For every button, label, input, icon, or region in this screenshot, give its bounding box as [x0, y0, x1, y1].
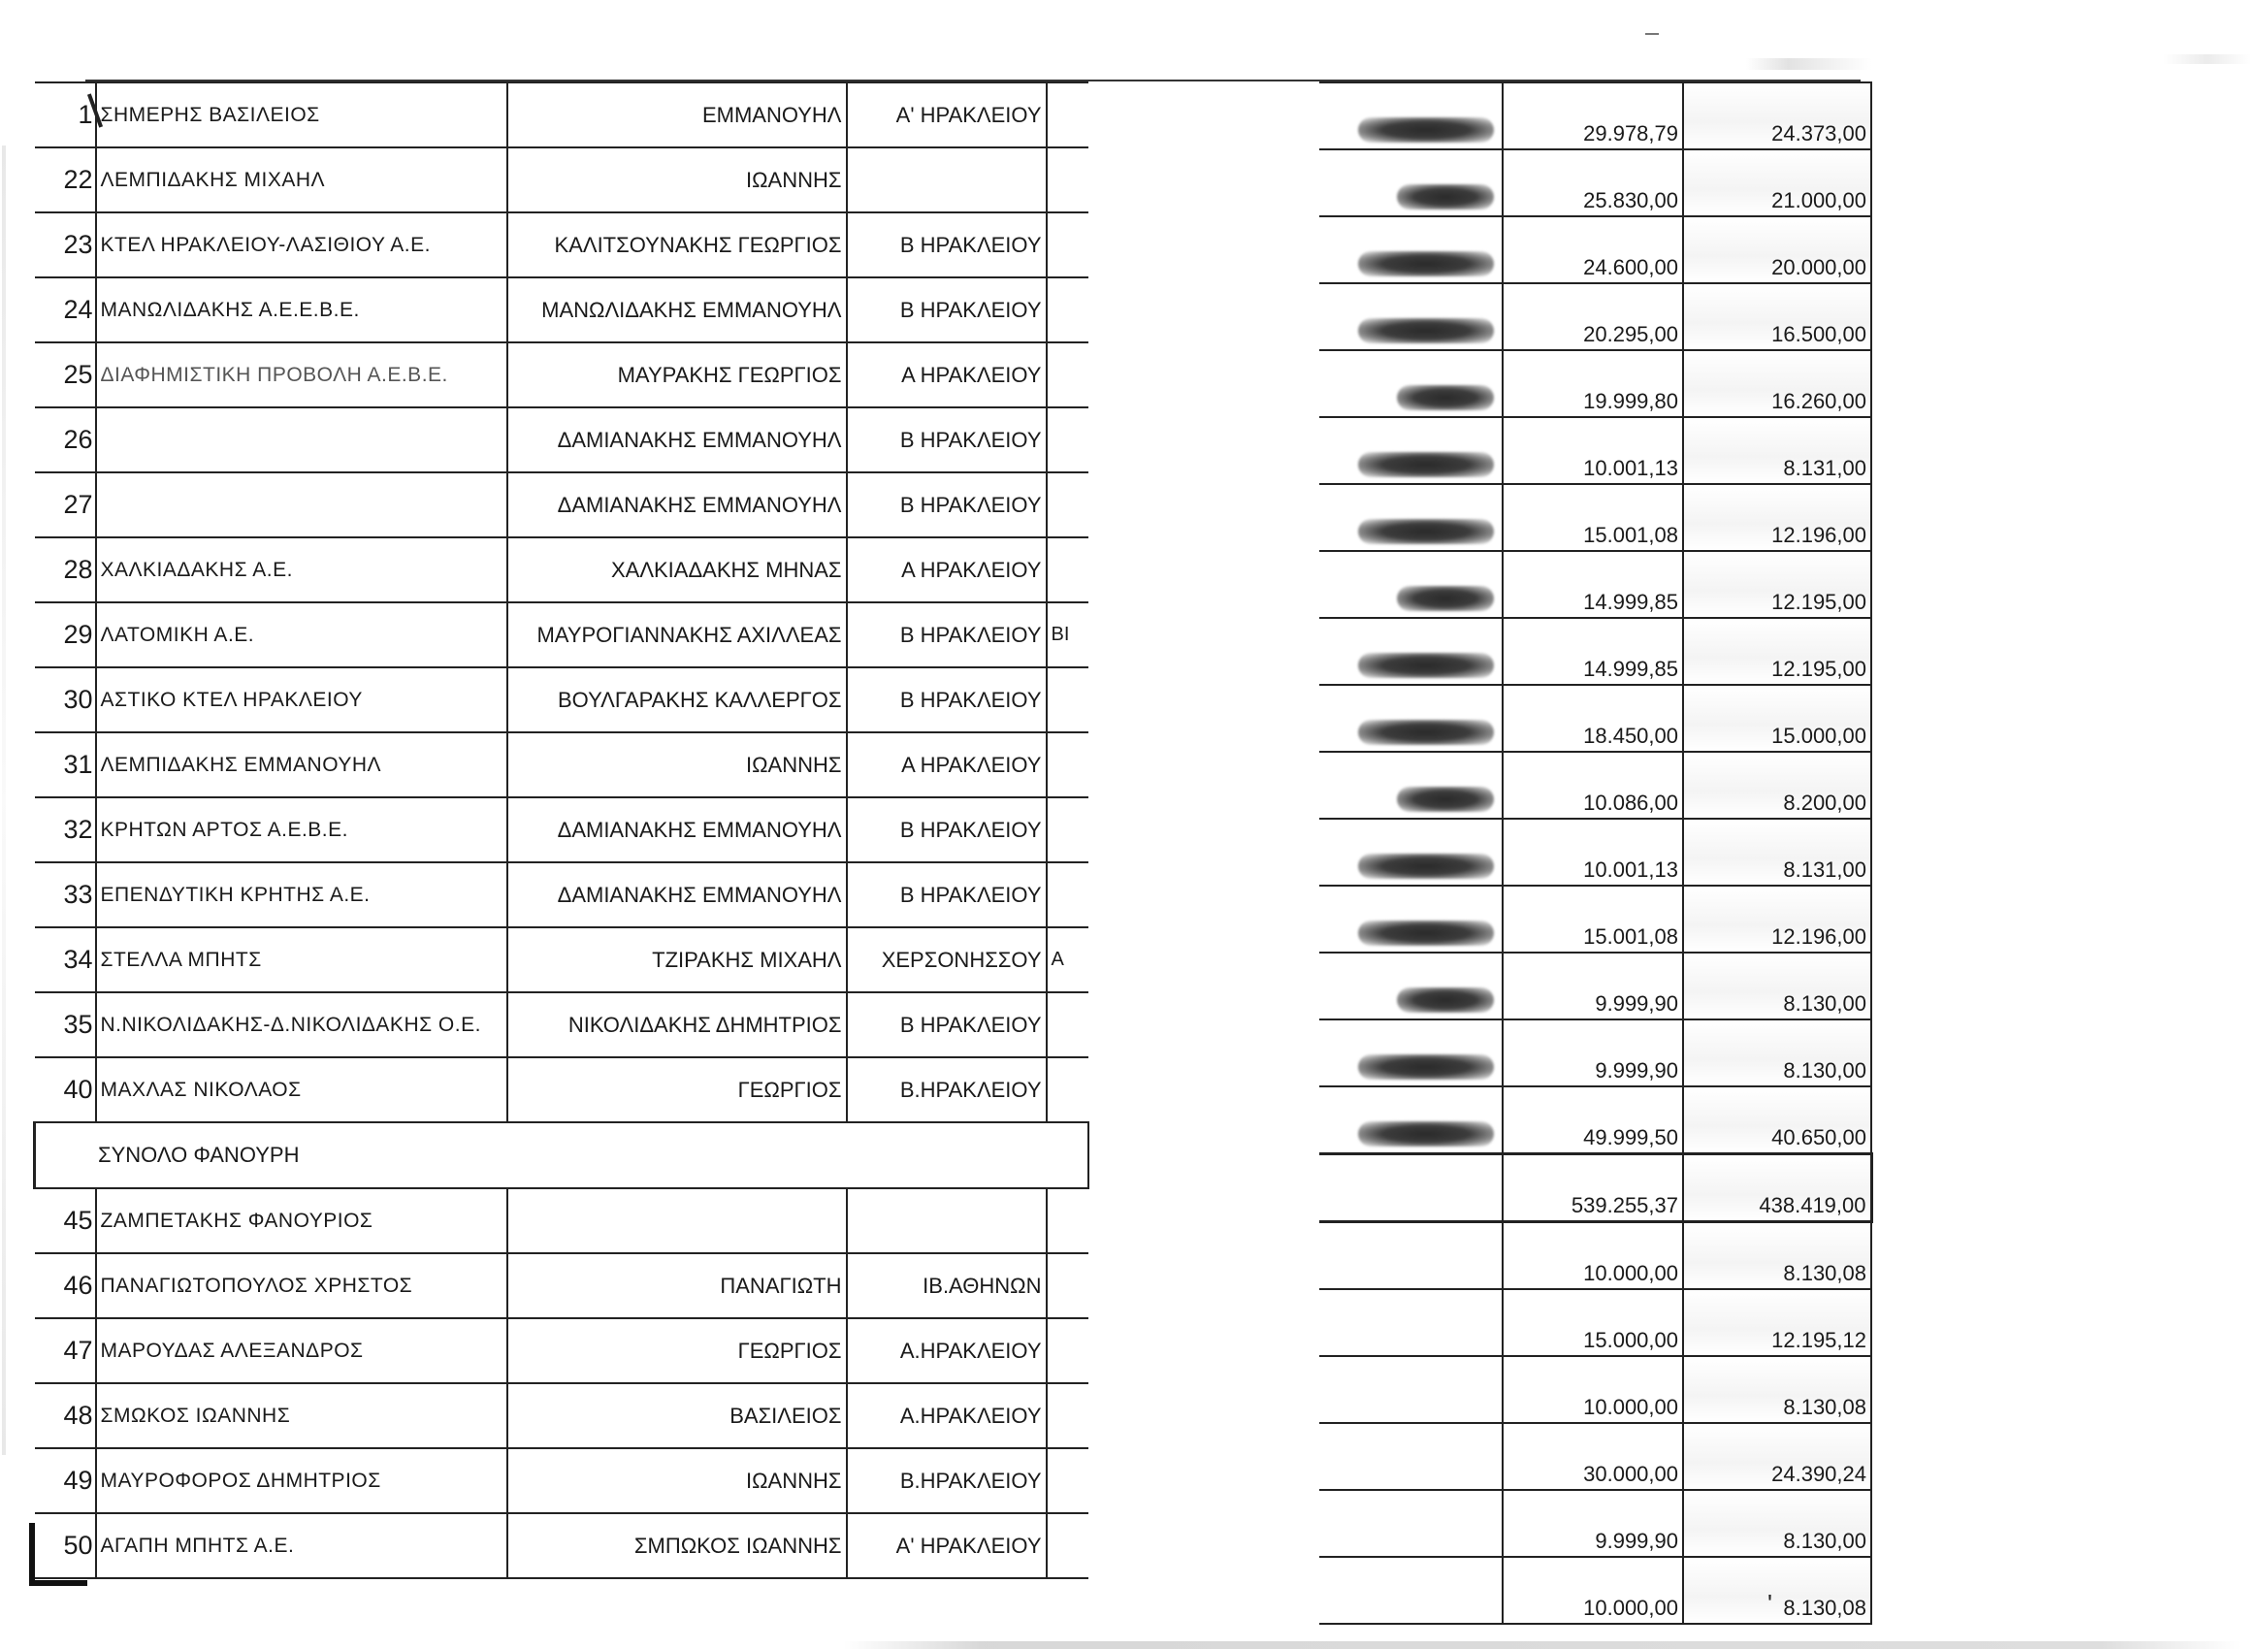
total-gross-amount: 539.255,37 [1503, 1154, 1683, 1222]
redacted-cell [1319, 484, 1503, 551]
beneficiary-name: ΛΕΜΠΙΔΑΚΗΣ ΕΜΜΑΝΟΥΗΛ [96, 732, 507, 797]
row-number: 47 [35, 1318, 96, 1383]
row-extra-cell [1047, 797, 1088, 862]
gross-amount: 10.000,00 [1503, 1557, 1683, 1624]
redacted-cell [1319, 618, 1503, 685]
beneficiary-name: ΠΑΝΑΓΙΩΤΟΠΟΥΛΟΣ ΧΡΗΣΤΟΣ [96, 1253, 507, 1318]
redacted-cell [1319, 551, 1503, 618]
row-extra-cell [1047, 537, 1088, 602]
scan-edge [844, 1641, 2241, 1649]
father-or-representative: ΔΑΜΙΑΝΑΚΗΣ ΕΜΜΑΝΟΥΗΛ [507, 472, 847, 537]
row-number: 46 [35, 1253, 96, 1318]
redacted-cell [1319, 1289, 1503, 1356]
table-row [1319, 82, 1871, 149]
redacted-cell [1319, 283, 1503, 350]
tax-office: Β ΗΡΑΚΛΕΙΟΥ [847, 407, 1047, 472]
table-row [35, 147, 1088, 212]
father-or-representative: ΔΑΜΙΑΝΑΚΗΣ ΕΜΜΑΝΟΥΗΛ [507, 797, 847, 862]
row-number: 40 [35, 1057, 96, 1122]
total-row [35, 1122, 1088, 1188]
tax-office: Α ΗΡΑΚΛΕΙΟΥ [847, 342, 1047, 407]
net-amount: 24.390,24 [1683, 1423, 1871, 1490]
table-row [35, 212, 1088, 277]
net-amount: 12.196,00 [1683, 484, 1871, 551]
payments-table-left [33, 81, 1089, 1579]
gross-amount: 24.600,00 [1503, 216, 1683, 283]
tax-office: Α' ΗΡΑΚΛΕΙΟΥ [847, 1513, 1047, 1578]
gross-amount: 9.999,90 [1503, 953, 1683, 1019]
redacted-cell [1319, 752, 1503, 819]
father-or-representative: ΔΑΜΙΑΝΑΚΗΣ ΕΜΜΑΝΟΥΗΛ [507, 862, 847, 927]
redaction-blob [1358, 251, 1494, 276]
gross-amount: 10.086,00 [1503, 752, 1683, 819]
table-row [1319, 752, 1871, 819]
table-row [35, 537, 1088, 602]
row-number: 31 [35, 732, 96, 797]
row-number: 26 [35, 407, 96, 472]
total-net-amount: 438.419,00 [1683, 1154, 1871, 1222]
redaction-blob [1397, 787, 1494, 812]
net-amount: 40.650,00 [1683, 1086, 1871, 1154]
redacted-cell [1319, 1222, 1503, 1290]
father-or-representative: ΙΩΑΝΝΗΣ [507, 732, 847, 797]
gross-amount: 9.999,90 [1503, 1019, 1683, 1086]
row-extra-cell [1047, 1513, 1088, 1578]
net-amount: 8.130,00 [1683, 953, 1871, 1019]
beneficiary-name: ΜΑΥΡΟΦΟΡΟΣ ΔΗΜΗΤΡΙΟΣ [96, 1448, 507, 1513]
father-or-representative: ΒΑΣΙΛΕΙΟΣ [507, 1383, 847, 1448]
redaction-blob [1397, 385, 1494, 410]
tax-office: Β ΗΡΑΚΛΕΙΟΥ [847, 992, 1047, 1057]
table-row [1319, 618, 1871, 685]
redacted-cell [1319, 819, 1503, 886]
row-number: 25 [35, 342, 96, 407]
table-row [1319, 417, 1871, 484]
gross-amount: 15.001,08 [1503, 484, 1683, 551]
row-extra-cell [1047, 667, 1088, 732]
father-or-representative: ΣΜΠΩΚΟΣ ΙΩΑΝΝΗΣ [507, 1513, 847, 1578]
row-number: 27 [35, 472, 96, 537]
father-or-representative: ΚΑΛΙΤΣΟΥΝΑΚΗΣ ΓΕΩΡΓΙΟΣ [507, 212, 847, 277]
row-number: 48 [35, 1383, 96, 1448]
redaction-blob [1358, 854, 1494, 879]
father-or-representative [507, 1188, 847, 1253]
row-extra-cell [1047, 862, 1088, 927]
net-amount: 20.000,00 [1683, 216, 1871, 283]
redacted-cell [1319, 417, 1503, 484]
father-or-representative: ΠΑΝΑΓΙΩΤΗ [507, 1253, 847, 1318]
tax-office: Α ΗΡΑΚΛΕΙΟΥ [847, 537, 1047, 602]
redacted-cell [1319, 1019, 1503, 1086]
beneficiary-name [96, 472, 507, 537]
table-row [1319, 1557, 1871, 1624]
row-number: 33 [35, 862, 96, 927]
table-row [35, 407, 1088, 472]
redaction-blob [1358, 1054, 1494, 1080]
redacted-cell [1319, 350, 1503, 417]
tax-office: Α' ΗΡΑΚΛΕΙΟΥ [847, 82, 1047, 147]
beneficiary-name: ΖΑΜΠΕΤΑΚΗΣ ΦΑΝΟΥΡΙΟΣ [96, 1188, 507, 1253]
net-amount: 8.131,00 [1683, 417, 1871, 484]
net-amount: 12.196,00 [1683, 886, 1871, 953]
table-row [1319, 1356, 1871, 1423]
net-amount: 16.260,00 [1683, 350, 1871, 417]
row-number: 35 [35, 992, 96, 1057]
redaction-blob [1397, 586, 1494, 611]
row-extra-cell [1047, 1318, 1088, 1383]
redaction-blob [1358, 117, 1494, 143]
beneficiary-name: ΑΓΑΠΗ ΜΠΗΤΣ Α.Ε. [96, 1513, 507, 1578]
net-amount: 12.195,00 [1683, 551, 1871, 618]
table-row [1319, 1019, 1871, 1086]
net-amount: 16.500,00 [1683, 283, 1871, 350]
redacted-cell [1319, 953, 1503, 1019]
table-row [35, 732, 1088, 797]
page-corner-bracket [29, 1523, 35, 1586]
redaction-blob [1358, 720, 1494, 745]
row-extra-cell [1047, 407, 1088, 472]
net-amount: 12.195,00 [1683, 618, 1871, 685]
scan-edge [2, 146, 6, 1455]
net-amount: 8.130,00 [1683, 1490, 1871, 1557]
net-amount: 15.000,00 [1683, 685, 1871, 752]
row-extra-cell [1047, 147, 1088, 212]
gross-amount: 18.450,00 [1503, 685, 1683, 752]
beneficiary-name: ΚΡΗΤΩΝ ΑΡΤΟΣ Α.Ε.Β.Ε. [96, 797, 507, 862]
father-or-representative: ΓΕΩΡΓΙΟΣ [507, 1318, 847, 1383]
table-row [1319, 350, 1871, 417]
row-extra-cell [1047, 1253, 1088, 1318]
redacted-cell [1319, 1356, 1503, 1423]
father-or-representative: ΜΑΥΡΟΓΙΑΝΝΑΚΗΣ ΑΧΙΛΛΕΑΣ [507, 602, 847, 667]
net-amount: 12.195,12 [1683, 1289, 1871, 1356]
table-row [1319, 886, 1871, 953]
row-number: 32 [35, 797, 96, 862]
scan-shadow [2163, 54, 2251, 64]
row-number: 29 [35, 602, 96, 667]
father-or-representative: ΒΟΥΛΓΑΡΑΚΗΣ ΚΑΛΛΕΡΓΟΣ [507, 667, 847, 732]
table-row [1319, 1086, 1871, 1154]
payments-table-right [1319, 81, 1873, 1625]
table-row [35, 667, 1088, 732]
father-or-representative: ΔΑΜΙΑΝΑΚΗΣ ΕΜΜΑΝΟΥΗΛ [507, 407, 847, 472]
tax-office: Α.ΗΡΑΚΛΕΙΟΥ [847, 1383, 1047, 1448]
table-row [1319, 216, 1871, 283]
father-or-representative: ΝΙΚΟΛΙΔΑΚΗΣ ΔΗΜΗΤΡΙΟΣ [507, 992, 847, 1057]
table-row [35, 1318, 1088, 1383]
net-amount: 8.130,08 [1683, 1557, 1871, 1624]
gross-amount: 49.999,50 [1503, 1086, 1683, 1154]
beneficiary-name: ΣΜΩΚΟΣ ΙΩΑΝΝΗΣ [96, 1383, 507, 1448]
tax-office: Β.ΗΡΑΚΛΕΙΟΥ [847, 1448, 1047, 1513]
gross-amount: 19.999,80 [1503, 350, 1683, 417]
table-row [35, 472, 1088, 537]
table-row [1319, 953, 1871, 1019]
row-extra-cell [1047, 342, 1088, 407]
table-row [1319, 1490, 1871, 1557]
row-number: 23 [35, 212, 96, 277]
row-extra-cell [1047, 82, 1088, 147]
row-extra-cell: ΒΙ [1047, 602, 1088, 667]
tax-office: ΙΒ.ΑΘΗΝΩΝ [847, 1253, 1047, 1318]
table-row [35, 1057, 1088, 1122]
tax-office [847, 1188, 1047, 1253]
table-row [1319, 1289, 1871, 1356]
total-label: ΣΥΝΟΛΟ ΦΑΝΟΥΡΗ [35, 1122, 1088, 1188]
total-row [1319, 1154, 1871, 1222]
table-row [35, 1513, 1088, 1578]
redaction-blob [1397, 184, 1494, 210]
net-amount: 8.131,00 [1683, 819, 1871, 886]
redacted-cell [1319, 685, 1503, 752]
row-extra-cell [1047, 472, 1088, 537]
tax-office: Β ΗΡΑΚΛΕΙΟΥ [847, 602, 1047, 667]
redacted-cell [1319, 216, 1503, 283]
redacted-cell [1319, 1490, 1503, 1557]
gross-amount: 14.999,85 [1503, 618, 1683, 685]
table-row [35, 862, 1088, 927]
beneficiary-name: ΑΣΤΙΚΟ ΚΤΕΛ ΗΡΑΚΛΕΙΟΥ [96, 667, 507, 732]
father-or-representative: ΜΑΥΡΑΚΗΣ ΓΕΩΡΓΙΟΣ [507, 342, 847, 407]
beneficiary-name: ΧΑΛΚΙΑΔΑΚΗΣ Α.Ε. [96, 537, 507, 602]
net-amount: 8.130,08 [1683, 1222, 1871, 1290]
redaction-blob [1358, 519, 1494, 544]
row-extra-cell [1047, 992, 1088, 1057]
table-row [1319, 685, 1871, 752]
redacted-cell [1319, 1154, 1503, 1222]
redaction-blob [1358, 452, 1494, 477]
gross-amount: 20.295,00 [1503, 283, 1683, 350]
net-amount: 8.200,00 [1683, 752, 1871, 819]
row-extra-cell: Α [1047, 927, 1088, 992]
gross-amount: 10.000,00 [1503, 1356, 1683, 1423]
table-row [35, 602, 1088, 667]
table-row [1319, 149, 1871, 216]
tax-office: Β ΗΡΑΚΛΕΙΟΥ [847, 277, 1047, 342]
row-extra-cell [1047, 1057, 1088, 1122]
redaction-blob [1397, 987, 1494, 1013]
gross-amount: 10.001,13 [1503, 819, 1683, 886]
row-extra-cell [1047, 277, 1088, 342]
table-row [1319, 1222, 1871, 1290]
beneficiary-name: ΚΤΕΛ ΗΡΑΚΛΕΙΟΥ-ΛΑΣΙΘΙΟΥ Α.Ε. [96, 212, 507, 277]
father-or-representative: ΕΜΜΑΝΟΥΗΛ [507, 82, 847, 147]
row-number: 28 [35, 537, 96, 602]
table-row [35, 1188, 1088, 1253]
row-number: 49 [35, 1448, 96, 1513]
redacted-cell [1319, 1086, 1503, 1154]
father-or-representative: ΧΑΛΚΙΑΔΑΚΗΣ ΜΗΝΑΣ [507, 537, 847, 602]
tax-office: Β ΗΡΑΚΛΕΙΟΥ [847, 472, 1047, 537]
redaction-blob [1358, 1121, 1494, 1147]
net-amount: 8.130,00 [1683, 1019, 1871, 1086]
tax-office: Β ΗΡΑΚΛΕΙΟΥ [847, 797, 1047, 862]
redaction-blob [1358, 921, 1494, 946]
redacted-cell [1319, 82, 1503, 149]
gross-amount: 10.001,13 [1503, 417, 1683, 484]
tax-office: Β.ΗΡΑΚΛΕΙΟΥ [847, 1057, 1047, 1122]
table-row [35, 82, 1088, 147]
row-number: 24 [35, 277, 96, 342]
redaction-blob [1358, 653, 1494, 678]
redacted-cell [1319, 886, 1503, 953]
table-row [35, 927, 1088, 992]
stray-mark [1645, 33, 1659, 35]
row-extra-cell [1047, 212, 1088, 277]
row-extra-cell [1047, 1188, 1088, 1253]
row-number: 30 [35, 667, 96, 732]
table-row [35, 1253, 1088, 1318]
gross-amount: 10.000,00 [1503, 1222, 1683, 1290]
table-row [1319, 819, 1871, 886]
row-extra-cell [1047, 1448, 1088, 1513]
beneficiary-name: Ν.ΝΙΚΟΛΙΔΑΚΗΣ-Δ.ΝΙΚΟΛΙΔΑΚΗΣ Ο.Ε. [96, 992, 507, 1057]
beneficiary-name: ΕΠΕΝΔΥΤΙΚΗ ΚΡΗΤΗΣ Α.Ε. [96, 862, 507, 927]
beneficiary-name [96, 407, 507, 472]
redacted-cell [1319, 1423, 1503, 1490]
table-row [35, 1448, 1088, 1513]
gross-amount: 29.978,79 [1503, 82, 1683, 149]
tax-office: Β ΗΡΑΚΛΕΙΟΥ [847, 667, 1047, 732]
table-row [35, 992, 1088, 1057]
row-extra-cell [1047, 732, 1088, 797]
tax-office [847, 147, 1047, 212]
net-amount: 8.130,08 [1683, 1356, 1871, 1423]
beneficiary-name: ΣΤΕΛΛΑ ΜΠΗΤΣ [96, 927, 507, 992]
net-amount: 24.373,00 [1683, 82, 1871, 149]
father-or-representative: ΓΕΩΡΓΙΟΣ [507, 1057, 847, 1122]
table-row [1319, 484, 1871, 551]
tax-office: Β ΗΡΑΚΛΕΙΟΥ [847, 862, 1047, 927]
tax-office: Α ΗΡΑΚΛΕΙΟΥ [847, 732, 1047, 797]
table-row [35, 342, 1088, 407]
beneficiary-name: ΜΑΝΩΛΙΔΑΚΗΣ Α.Ε.Ε.Β.Ε. [96, 277, 507, 342]
father-or-representative: ΙΩΑΝΝΗΣ [507, 1448, 847, 1513]
table-row [1319, 283, 1871, 350]
gross-amount: 25.830,00 [1503, 149, 1683, 216]
gross-amount: 30.000,00 [1503, 1423, 1683, 1490]
redaction-blob [1358, 318, 1494, 343]
table-row [35, 797, 1088, 862]
beneficiary-name: ΛΕΜΠΙΔΑΚΗΣ ΜΙΧΑΗΛ [96, 147, 507, 212]
net-amount: 21.000,00 [1683, 149, 1871, 216]
gross-amount: 14.999,85 [1503, 551, 1683, 618]
father-or-representative: ΜΑΝΩΛΙΔΑΚΗΣ ΕΜΜΑΝΟΥΗΛ [507, 277, 847, 342]
table-row [1319, 551, 1871, 618]
table-row [35, 277, 1088, 342]
gross-amount: 9.999,90 [1503, 1490, 1683, 1557]
row-extra-cell [1047, 1383, 1088, 1448]
row-number: 50 [35, 1513, 96, 1578]
gross-amount: 15.001,08 [1503, 886, 1683, 953]
beneficiary-name: ΜΑΧΛΑΣ ΝΙΚΟΛΑΟΣ [96, 1057, 507, 1122]
stray-mark: ' [1767, 1589, 1772, 1618]
table-row [35, 1383, 1088, 1448]
tax-office: ΧΕΡΣΟΝΗΣΣΟΥ [847, 927, 1047, 992]
tax-office: Α.ΗΡΑΚΛΕΙΟΥ [847, 1318, 1047, 1383]
scan-shadow [1746, 58, 1872, 70]
row-number: 22 [35, 147, 96, 212]
father-or-representative: ΤΖΙΡΑΚΗΣ ΜΙΧΑΗΛ [507, 927, 847, 992]
gross-amount: 15.000,00 [1503, 1289, 1683, 1356]
redacted-cell [1319, 149, 1503, 216]
page-corner-bracket [29, 1580, 87, 1586]
table-row [1319, 1423, 1871, 1490]
row-number: 45 [35, 1188, 96, 1253]
tax-office: Β ΗΡΑΚΛΕΙΟΥ [847, 212, 1047, 277]
beneficiary-name: ΣΗΜΕΡΗΣ ΒΑΣΙΛΕΙΟΣ [96, 82, 507, 147]
beneficiary-name: ΜΑΡΟΥΔΑΣ ΑΛΕΞΑΝΔΡΟΣ [96, 1318, 507, 1383]
row-number: 34 [35, 927, 96, 992]
beneficiary-name: ΔΙΑΦΗΜΙΣΤΙΚΗ ΠΡΟΒΟΛΗ Α.Ε.Β.Ε. [96, 342, 507, 407]
redacted-cell [1319, 1557, 1503, 1624]
father-or-representative: ΙΩΑΝΝΗΣ [507, 147, 847, 212]
row-number: 1 [35, 82, 96, 147]
beneficiary-name: ΛΑΤΟΜΙΚΗ Α.Ε. [96, 602, 507, 667]
